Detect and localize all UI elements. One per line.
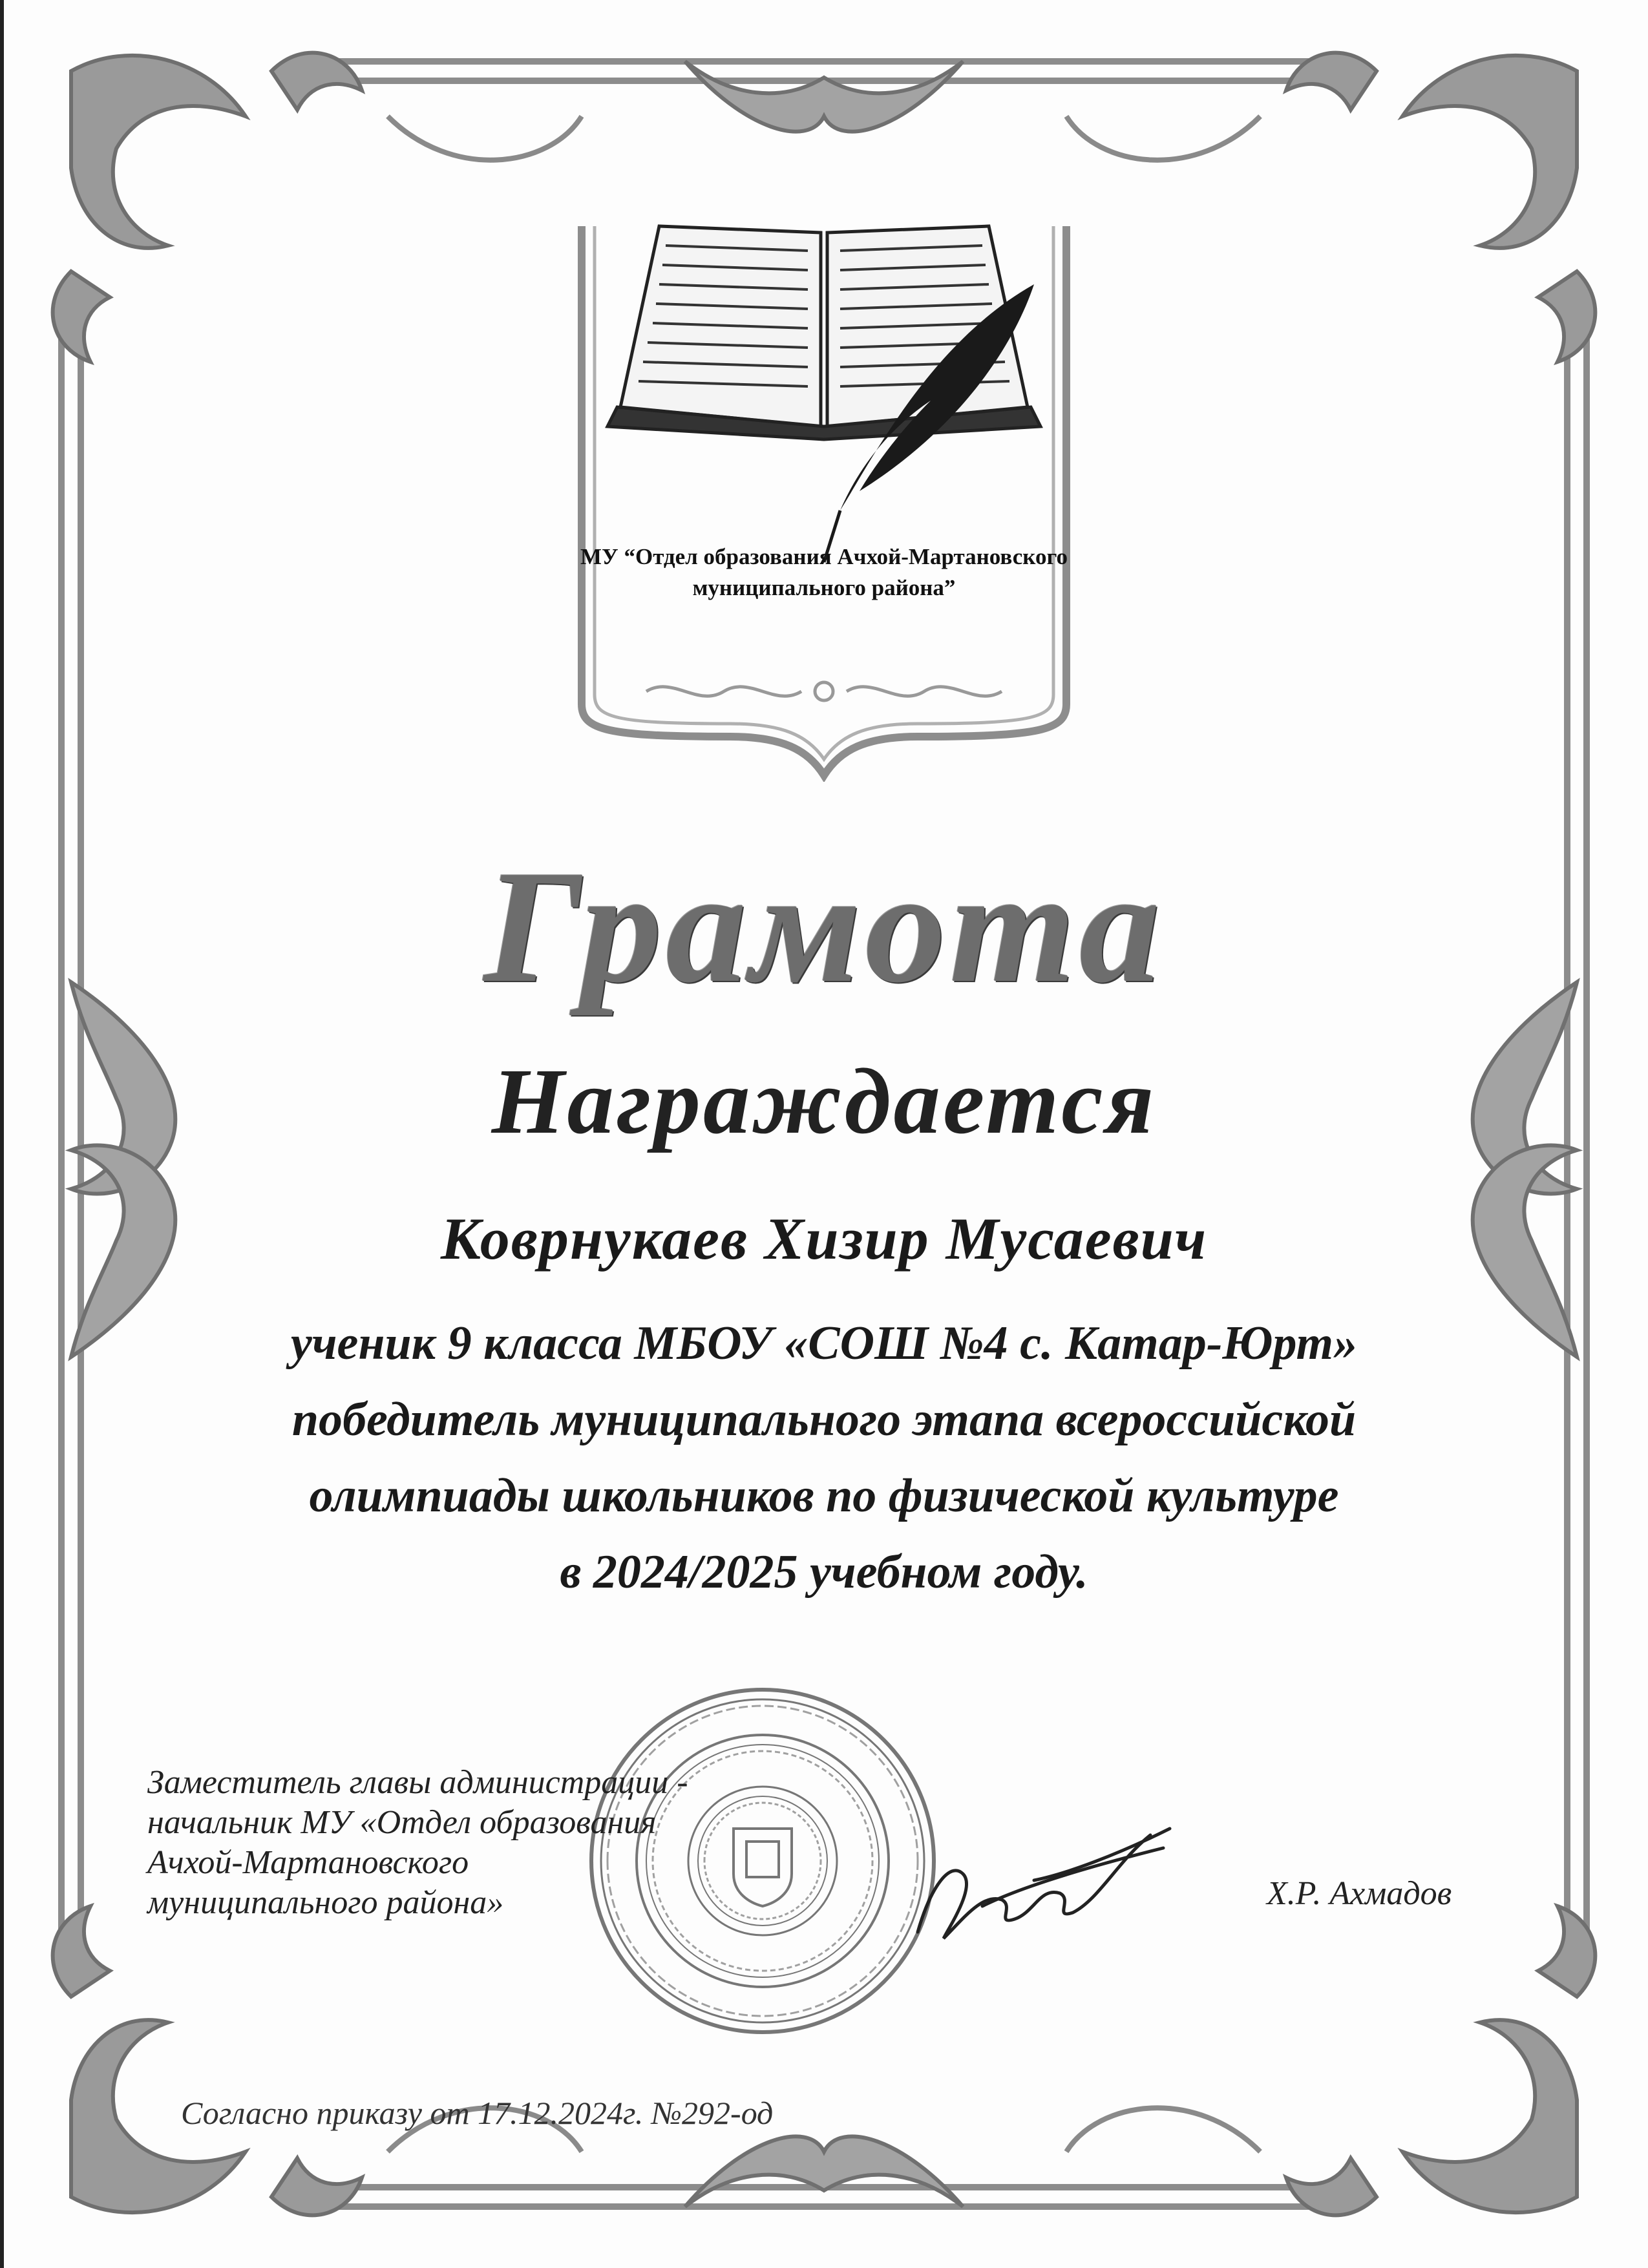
signer-position — [147, 1763, 688, 1923]
award-description-line-1: ученик 9 класса МБОУ «СОШ №4 с. Катар-Юрт» — [290, 1317, 1358, 1370]
award-description — [194, 1305, 1454, 1610]
signer-position-line-4: муниципального района» — [147, 1884, 504, 1921]
signer-position-line-2: начальник МУ «Отдел образования — [147, 1804, 657, 1841]
award-description-line-4: в 2024/2025 учебном году. — [560, 1546, 1088, 1599]
emblem-caption-line-2: муниципального района” — [692, 575, 956, 600]
emblem-book-icon — [569, 213, 1079, 782]
emblem-caption-line-1: МУ “Отдел образования Ачхой-Мартановского — [580, 544, 1068, 569]
handwritten-signature — [905, 1809, 1176, 1958]
emblem-caption — [569, 541, 1079, 604]
award-description-line-2: победитель муниципального этапа всероссийской — [291, 1393, 1357, 1446]
signer-name: Х.Р. Ахмадов — [1267, 1875, 1452, 1912]
signer-position-line-1: Заместитель главы администрации - — [147, 1764, 688, 1801]
recipient-name: Коврнукаев Хизир Мусаевич — [440, 1206, 1208, 1272]
order-reference: Согласно приказу от 17.12.2024г. №292-од — [181, 2095, 774, 2131]
award-description-line-3: олимпиады школьников по физической культуре — [309, 1469, 1339, 1522]
signer-position-line-3: Ачхой-Мартановского — [147, 1844, 469, 1881]
awarded-heading: Награждается — [491, 1050, 1157, 1153]
certificate-title: Грамота — [484, 837, 1164, 1016]
